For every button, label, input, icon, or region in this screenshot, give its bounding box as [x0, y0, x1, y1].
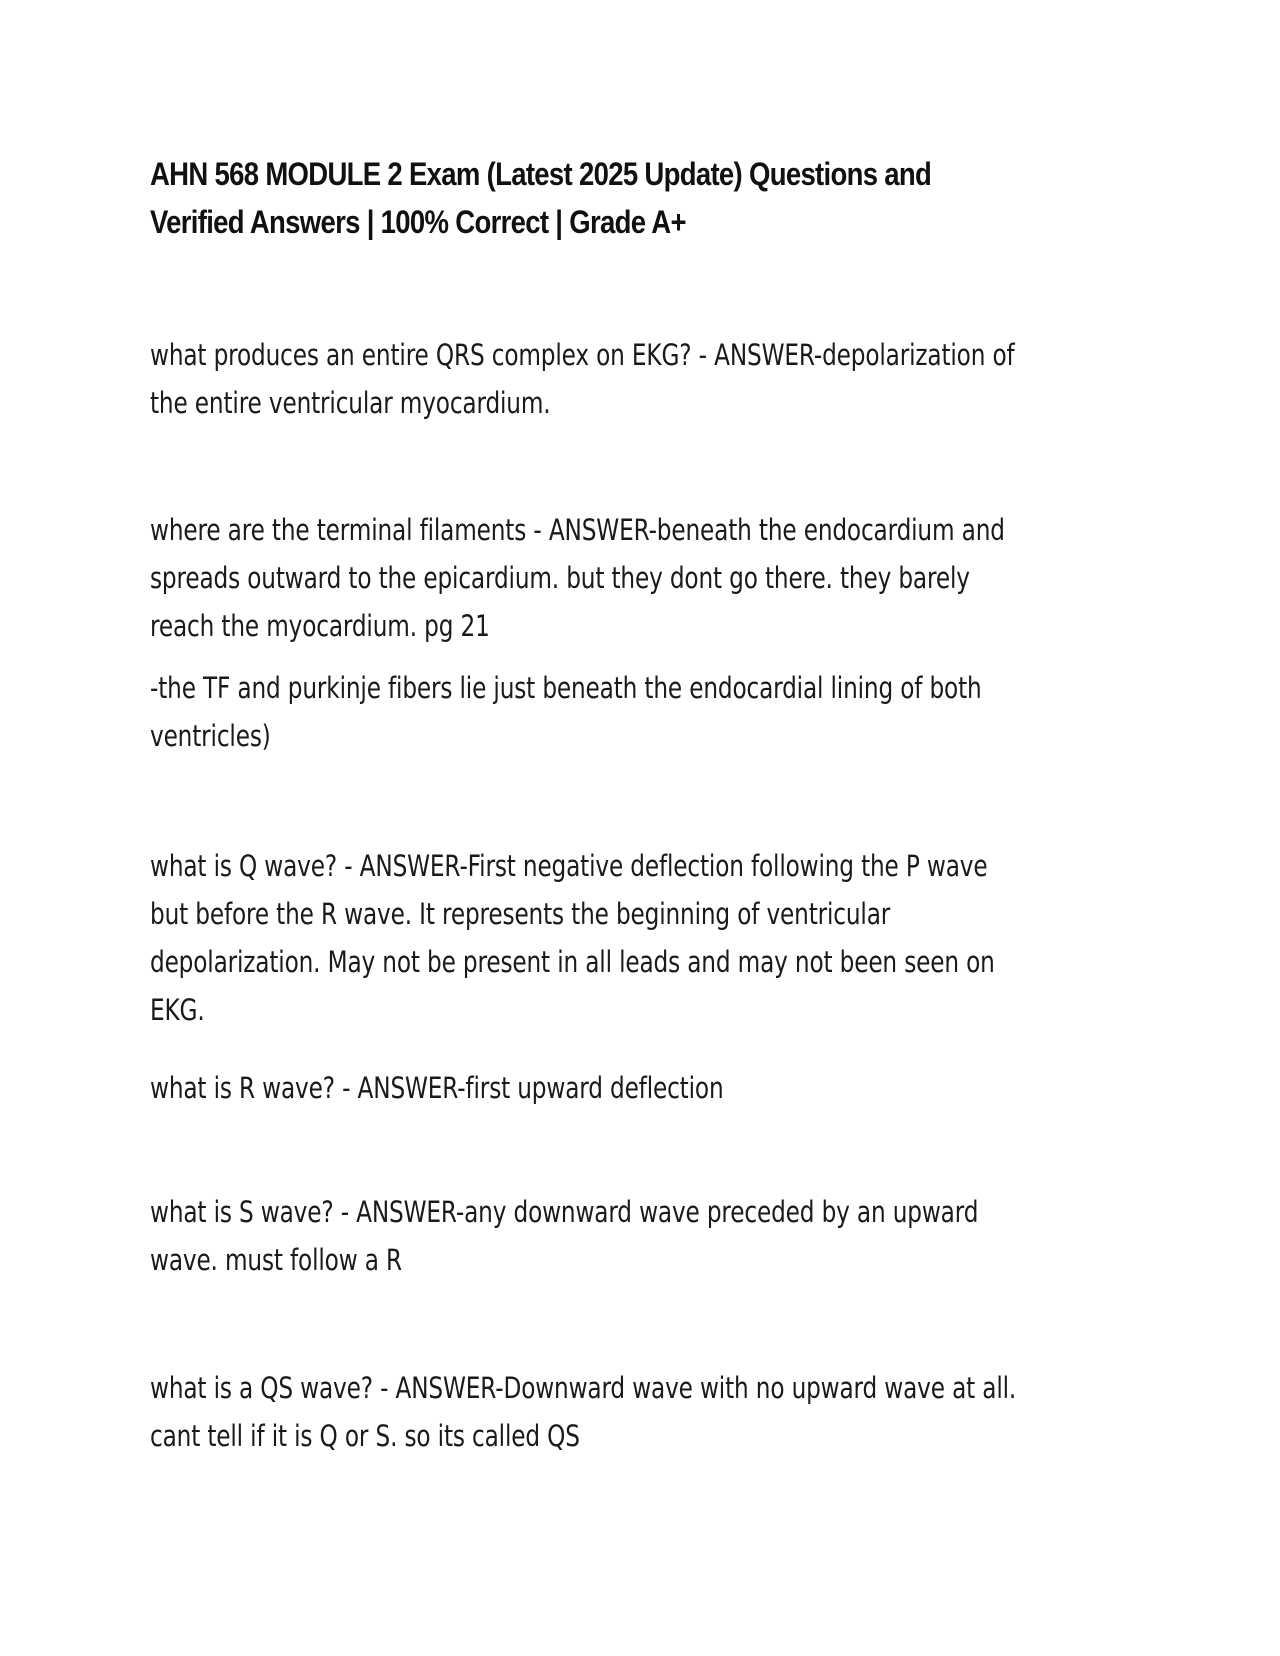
separator: - — [372, 1371, 396, 1405]
answer-continuation: -the TF and purkinje fibers lie just beneath the endocardial lining of both ventricles) — [150, 671, 982, 753]
answer-text: ANSWER-beneath the endocardium and spreads outward to the epicardium. but they dont go there. they barely reach the myocardium. pg 21 — [150, 513, 1005, 643]
qa-item — [150, 506, 1030, 650]
answer-text: ANSWER-any downward wave preceded by an upward wave. must follow a R — [150, 1195, 979, 1277]
qa-item — [150, 331, 1030, 427]
separator: - — [334, 1071, 358, 1105]
separator: - — [526, 513, 549, 547]
question-text: what is Q wave? — [150, 849, 338, 883]
answer-text: ANSWER-Downward wave with no upward wave at all. cant tell if it is Q or S. so its called QS — [150, 1371, 1017, 1453]
separator: - — [333, 1195, 357, 1229]
question-text: what is S wave? — [150, 1195, 334, 1229]
qa-item — [150, 1364, 1030, 1460]
question-text: where are the terminal filaments — [150, 513, 527, 547]
answer-text: ANSWER-First negative deflection following the P wave but before the R wave. It represents the beginning of ventricular depolarization. May not be present in all leads and may not been seen on EKG. — [150, 849, 995, 1027]
question-text: what is R wave? — [150, 1071, 335, 1105]
document-title: AHN 568 MODULE 2 Exam (Latest 2025 Update) Questions and Verified Answers | 100% Correct | Grade A+ — [150, 156, 932, 240]
question-text: what produces an entire QRS complex on EKG? — [150, 338, 692, 372]
qa-item — [150, 1064, 1030, 1112]
answer-text: ANSWER-first upward deflection — [357, 1071, 724, 1105]
separator: - — [337, 849, 360, 883]
separator: - — [691, 338, 715, 372]
qa-item — [150, 842, 1030, 1034]
qa-item — [150, 1188, 1030, 1284]
question-text: what is a QS wave? — [150, 1371, 373, 1405]
answer-text: ANSWER-depolarization of the entire ventricular myocardium. — [150, 338, 1015, 420]
